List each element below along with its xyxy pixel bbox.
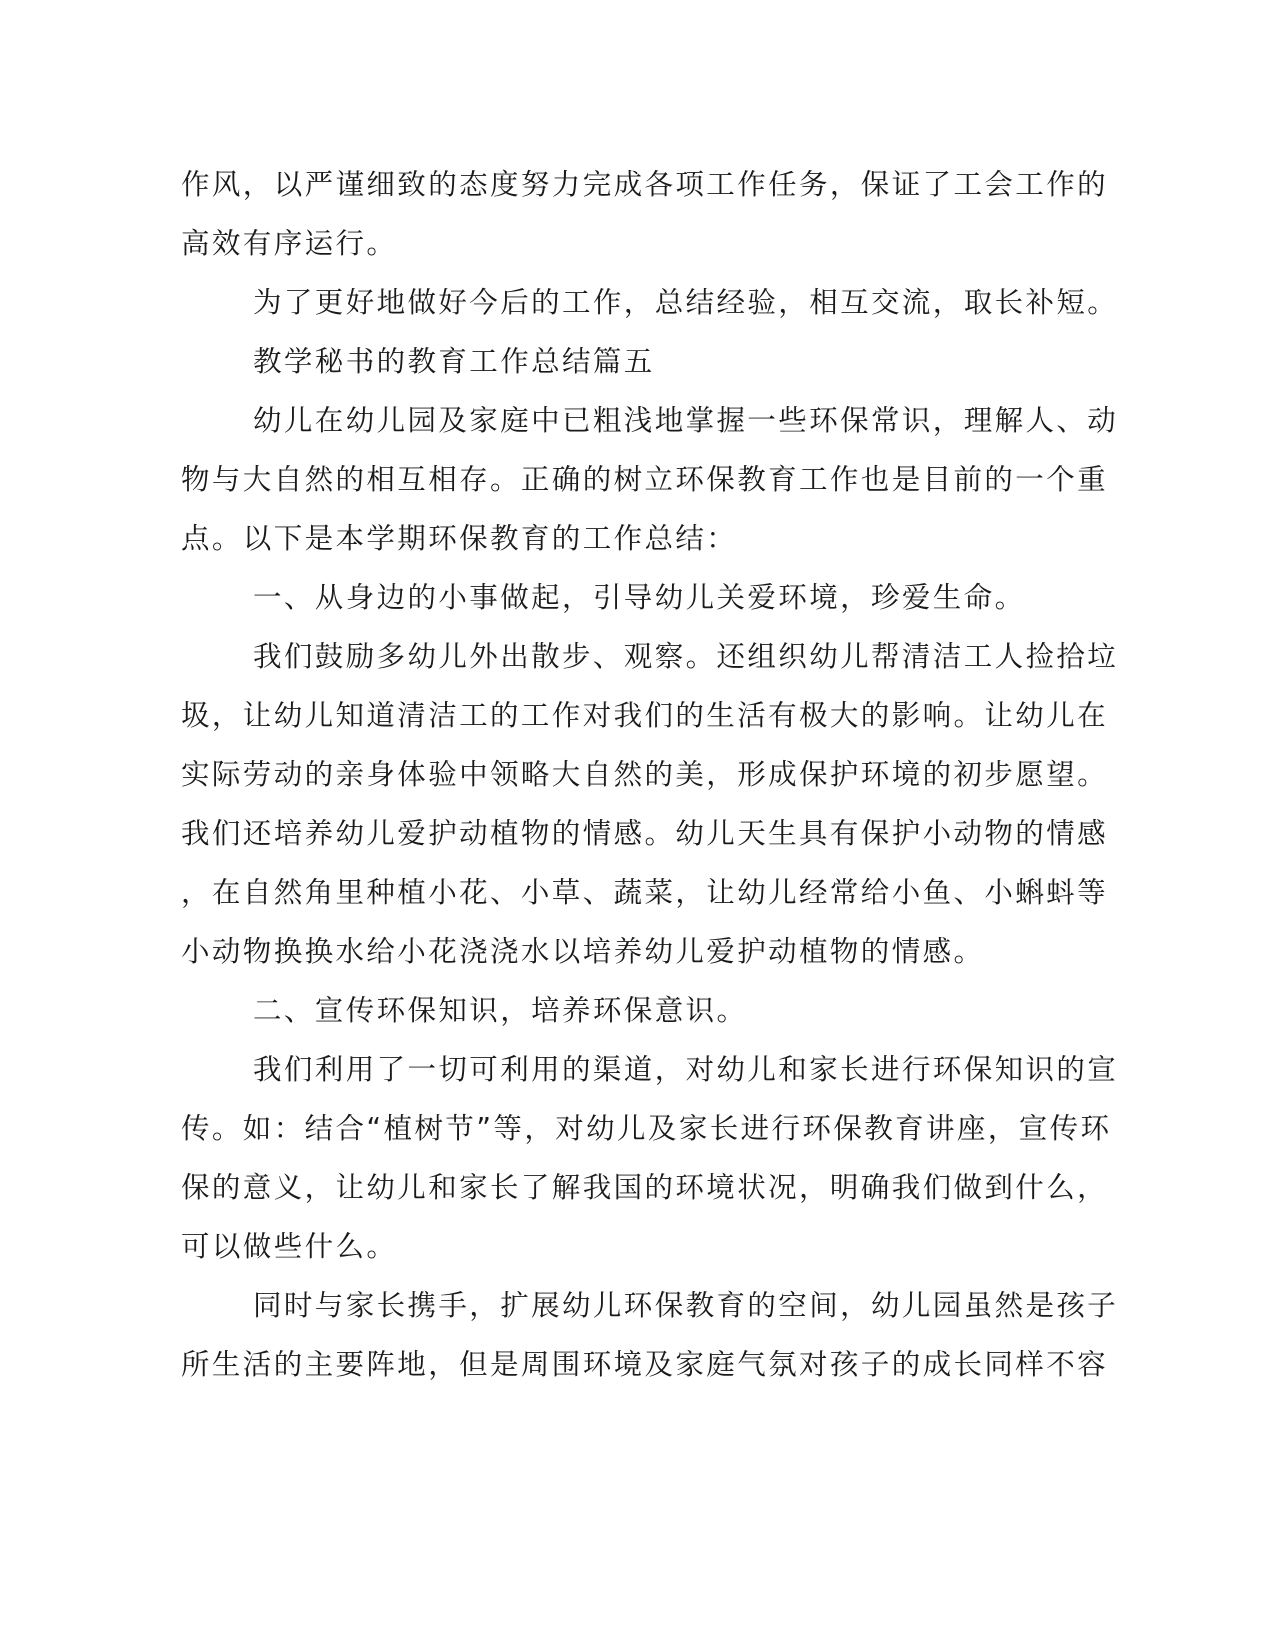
text-line: 实际劳动的亲身体验中领略大自然的美，形成保护环境的初步愿望。 xyxy=(181,758,1109,791)
paragraph-line: 幼儿在幼儿园及家庭中已粗浅地掌握一些环保常识，理解人、动 xyxy=(253,404,1119,437)
text-line: 作风，以严谨细致的态度努力完成各项工作任务，保证了工会工作的 xyxy=(181,168,1109,201)
text-line: ，在自然角里种植小花、小草、蔬菜，让幼儿经常给小鱼、小蝌蚪等 xyxy=(181,876,1109,909)
paragraph-line: 我们利用了一切可利用的渠道，对幼儿和家长进行环保知识的宣 xyxy=(253,1053,1119,1086)
text-line: 物与大自然的相互相存。正确的树立环保教育工作也是目前的一个重 xyxy=(181,463,1109,496)
text-line: 高效有序运行。 xyxy=(181,227,398,260)
text-line: 圾，让幼儿知道清洁工的工作对我们的生活有极大的影响。让幼儿在 xyxy=(181,699,1109,732)
document-body xyxy=(181,155,1119,1394)
text-line: 传。如：结合“植树节”等，对幼儿及家长进行环保教育讲座，宣传环 xyxy=(181,1112,1112,1145)
text-line: 小动物换换水给小花浇浇水以培养幼儿爱护动植物的情感。 xyxy=(181,935,985,968)
paragraph-line: 为了更好地做好今后的工作，总结经验，相互交流，取长补短。 xyxy=(253,286,1119,319)
paragraph-line: 同时与家长携手，扩展幼儿环保教育的空间，幼儿园虽然是孩子 xyxy=(253,1289,1119,1322)
text-line: 点。以下是本学期环保教育的工作总结： xyxy=(181,522,738,555)
text-line: 可以做些什么。 xyxy=(181,1230,398,1263)
text-line: 所生活的主要阵地，但是周围环境及家庭气氛对孩子的成长同样不容 xyxy=(181,1348,1109,1381)
text-line: 保的意义，让幼儿和家长了解我国的环境状况，明确我们做到什么， xyxy=(181,1171,1109,1204)
text-line: 我们还培养幼儿爱护动植物的情感。幼儿天生具有保护小动物的情感 xyxy=(181,817,1109,850)
section-title: 教学秘书的教育工作总结篇五 xyxy=(253,345,655,378)
subheading: 二、宣传环保知识，培养环保意识。 xyxy=(253,994,748,1027)
subheading: 一、从身边的小事做起，引导幼儿关爱环境，珍爱生命。 xyxy=(253,581,1026,614)
paragraph-line: 我们鼓励多幼儿外出散步、观察。还组织幼儿帮清洁工人捡拾垃 xyxy=(253,640,1119,673)
